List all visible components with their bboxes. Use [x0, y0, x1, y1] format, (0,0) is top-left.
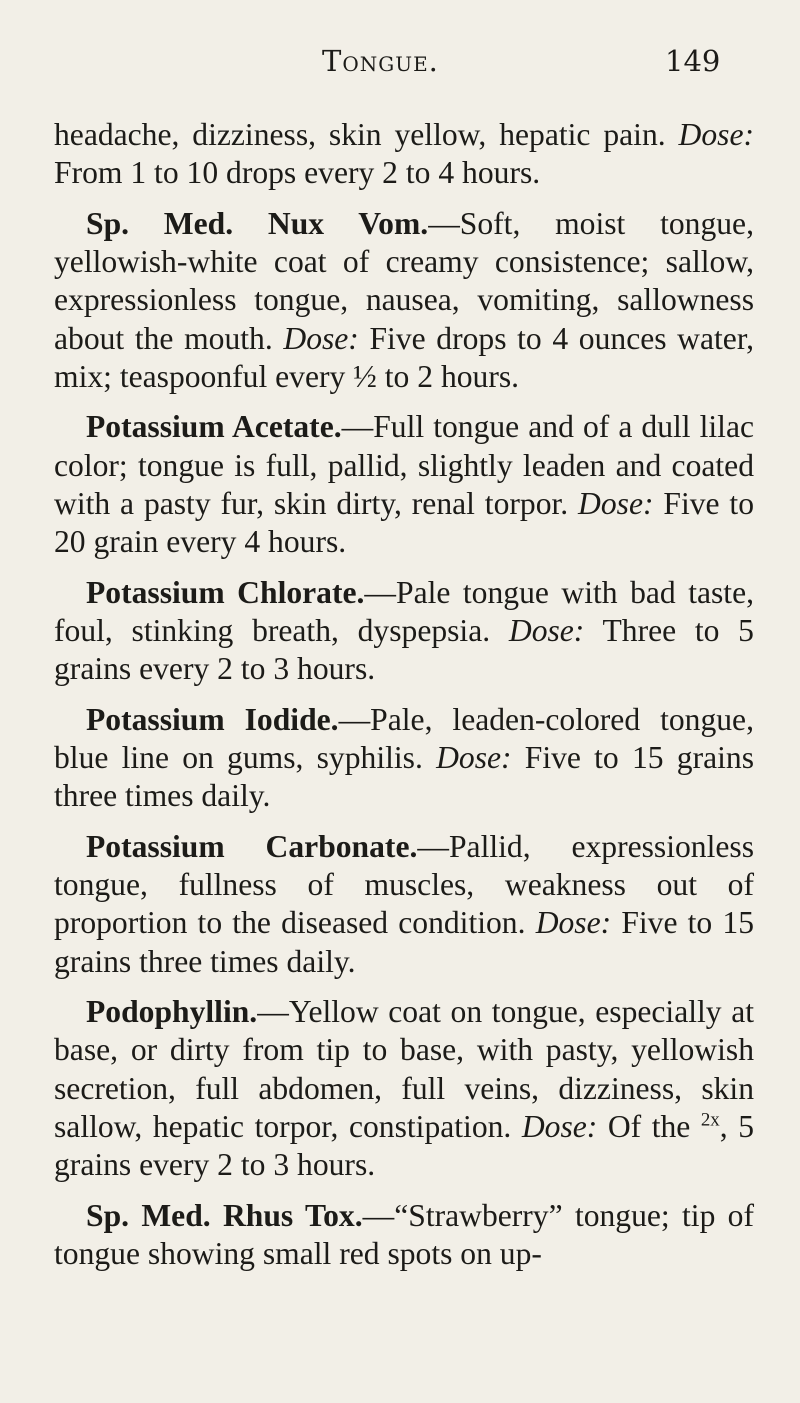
dose-label: Dose:	[508, 612, 585, 648]
page-body	[54, 116, 754, 1286]
entry-term: Sp. Med. Rhus Tox.	[86, 1197, 363, 1233]
paragraph-continued	[54, 116, 754, 192]
entry-rhus-tox	[54, 1197, 754, 1273]
page-number: 149	[665, 44, 721, 78]
dose-text: Three to 5 grains every 2 to 3 hours.	[54, 612, 754, 687]
entry-podophyllin	[54, 993, 754, 1184]
entry-term: Sp. Med. Nux Vom.	[86, 205, 429, 241]
page-header	[0, 44, 800, 84]
dose-text: Five to 20 grain every 4 hours.	[54, 485, 754, 560]
entry-potassium-acetate	[54, 408, 754, 561]
running-head: Tongue.	[322, 44, 439, 78]
dose-text: Five to 15 grains three times daily.	[54, 905, 754, 979]
entry-potassium-iodide	[54, 701, 754, 816]
entry-text: —Pallid, expressionless tongue, fullness of muscles, weakness out of proportion to the diseased condition.	[54, 828, 754, 941]
entry-potassium-carbonate	[54, 828, 754, 981]
entry-term: Podophyllin.	[86, 994, 258, 1030]
dose-text-tail: , 5 grains every 2 to 3 hours.	[54, 1108, 755, 1183]
entry-nux-vomica	[54, 205, 754, 396]
entry-potassium-chlorate	[54, 574, 754, 689]
entry-term: Potassium Carbonate.	[86, 828, 418, 864]
dose-text: From 1 to 10 drops every 2 to 4 hours.	[54, 155, 541, 191]
dose-label: Dose:	[578, 485, 654, 521]
entry-text: —Yellow coat on tongue, especially at base, or dirty from tip to base, with pasty, yellowish secretion, full abdomen, full veins, dizziness, skin sallow, hepatic torpor, constipation.	[54, 994, 754, 1144]
potency-superscript: 2x	[700, 1109, 720, 1131]
dose-text: Five to 15 grains three times daily.	[54, 740, 754, 814]
dose-label: Dose:	[436, 740, 512, 776]
dose-text: Five drops to 4 ounces water, mix; teaspoonful every ½ to 2 hours.	[54, 320, 754, 394]
entry-text: —Full tongue and of a dull lilac color; tongue is full, pallid, slightly leaden and coated with a pasty fur, skin dirty, renal torpor.	[54, 409, 754, 521]
dose-text: Of the	[597, 1108, 701, 1144]
dose-label: Dose:	[678, 117, 754, 152]
paragraph-text: headache, dizziness, skin yellow, hepatic pain.	[54, 117, 679, 152]
dose-label: Dose:	[283, 320, 359, 356]
entry-text: —Pale tongue with bad taste, foul, stinking breath, dyspepsia.	[54, 574, 754, 648]
entry-text: —“Strawberry” tongue; tip of tongue showing small red spots on up-	[54, 1197, 754, 1271]
entry-term: Potassium Iodide.	[86, 701, 339, 737]
entry-text: —Soft, moist tongue, yellowish-white coat of creamy consistence; sallow, expressionless tongue, nausea, vomiting, sallowness about the mouth.	[54, 205, 754, 356]
dose-label: Dose:	[521, 1108, 598, 1144]
entry-term: Potassium Chlorate.	[86, 574, 365, 610]
entry-term: Potassium Acetate.	[86, 409, 342, 445]
dose-label: Dose:	[535, 905, 612, 941]
entry-text: —Pale, leaden-colored tongue, blue line on gums, syphilis.	[54, 701, 754, 776]
